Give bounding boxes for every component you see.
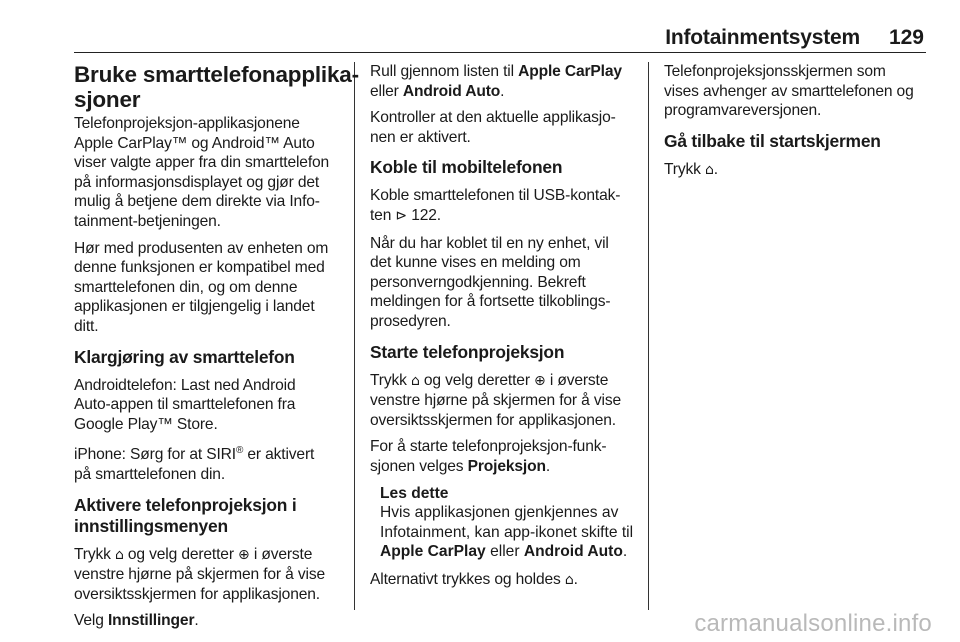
paragraph-privacy: Når du har koblet til en ny enhet, vil det kunne vises en melding om personverngodkjenning. Bekreft meldingen for å fortsette tilkoblings- prosedyren. bbox=[370, 234, 611, 330]
page-reference-icon: ⊳ bbox=[395, 207, 408, 224]
column-divider-1 bbox=[354, 62, 355, 610]
paragraph-iphone: iPhone: Sørg for at SIRI® er aktivert på smarttelefonen din. bbox=[74, 445, 315, 484]
paragraph-press-home-3: Trykk ⌂. bbox=[664, 160, 928, 181]
paragraph-select-settings: Velg Innstillinger. bbox=[74, 612, 199, 630]
home-icon: ⌂ bbox=[410, 372, 420, 389]
paragraph-press-home-2: Trykk ⌂ og velg deretter ⊕ i øverste venstre hjørne på skjermen for å vise oversiktsskjermen for applikasjonen. bbox=[370, 371, 621, 429]
column-2 bbox=[370, 62, 634, 597]
paragraph-usb: Koble smarttelefonen til USB-kontak- ten ⊳ 122. bbox=[370, 186, 634, 226]
header-title: Infotainmentsystem bbox=[665, 26, 860, 49]
paragraph-check-enabled: Kontroller at den aktuelle applikasjo- nen er aktivert. bbox=[370, 109, 616, 146]
section-heading-smartphone-apps: Bruke smarttelefonapplika- sjoner bbox=[74, 62, 359, 112]
column-1 bbox=[74, 62, 359, 638]
column-3 bbox=[664, 62, 928, 187]
paragraph-select-projection: For å starte telefonprojeksjon-funk- sjonen velges Projeksjon. bbox=[370, 438, 607, 475]
home-icon: ⌂ bbox=[704, 161, 714, 178]
home-icon: ⌂ bbox=[564, 571, 574, 588]
note-box: Les dette Hvis applikasjonen gjenkjennes av Infotainment, kan app-ikonet skifte til Apple CarPlay eller Android Auto. bbox=[380, 484, 634, 561]
note-title: Les dette bbox=[380, 484, 449, 502]
paragraph-screen-varies: Telefonprojeksjonsskjermen som vises avhenger av smarttelefonen og programvareversjonen. bbox=[664, 63, 914, 120]
subheading-connect-phone: Koble til mobiltelefonen bbox=[370, 157, 563, 178]
paragraph-press-home: Trykk ⌂ og velg deretter ⊕ i øverste venstre hjørne på skjermen for å vise oversiktsskjermen for applikasjonen. bbox=[74, 545, 325, 603]
column-divider-2 bbox=[648, 62, 649, 610]
paragraph-android: Androidtelefon: Last ned Android Auto-appen til smarttelefonen fra Google Play™ Store. bbox=[74, 376, 296, 433]
page-number: 129 bbox=[888, 26, 924, 49]
paragraph-intro: Telefonprojeksjon-applikasjonene Apple CarPlay™ og Android™ Auto viser valgte apper fra din smarttelefon på informasjonsdisplayet og gjør det mulig å betjene dem direkte via Info- tainment-betjeningen. bbox=[74, 115, 330, 230]
subheading-enable-projection-settings: Aktivere telefonprojeksjon i innstillingsmenyen bbox=[74, 494, 297, 536]
menu-icon: ⊕ bbox=[238, 546, 250, 563]
subheading-start-projection: Starte telefonprojeksjon bbox=[370, 341, 565, 362]
subheading-return-home: Gå tilbake til startskjermen bbox=[664, 130, 881, 151]
paragraph-compatibility: Hør med produsenten av enheten om denne funksjonen er kompatibel med smarttelefonen din, og om denne applikasjonen er tilgjengelig i landet ditt. bbox=[74, 239, 329, 335]
menu-icon: ⊕ bbox=[534, 372, 546, 389]
home-icon: ⌂ bbox=[114, 546, 124, 563]
paragraph-scroll-list: Rull gjennom listen til Apple CarPlay eller Android Auto. bbox=[370, 63, 622, 100]
watermark: carmanualsonline.info bbox=[694, 610, 932, 637]
page-header bbox=[74, 26, 926, 53]
paragraph-press-hold: Alternativt trykkes og holdes ⌂. bbox=[370, 570, 634, 591]
subheading-prepare-phone: Klargjøring av smarttelefon bbox=[74, 346, 295, 367]
